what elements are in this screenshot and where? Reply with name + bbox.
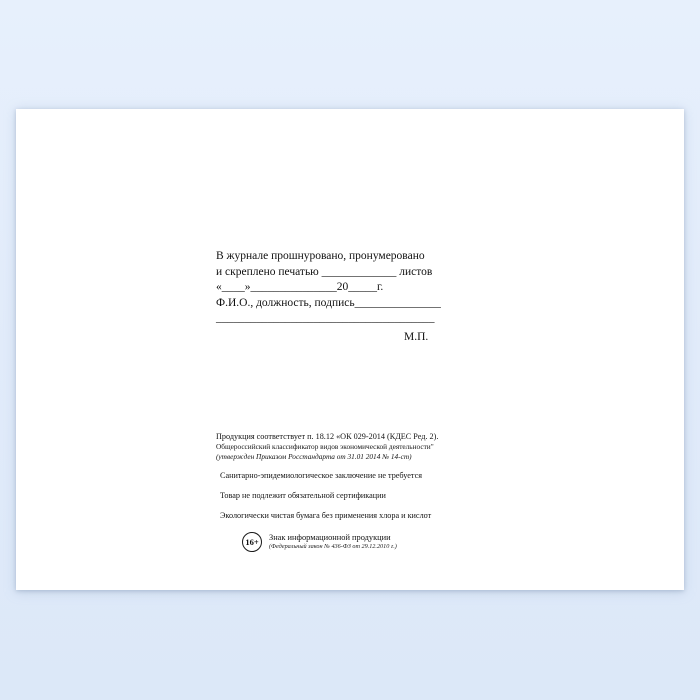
- cert-line-3: «____»_______________20_____г.: [216, 281, 384, 293]
- age-mark-row: [242, 532, 397, 552]
- certification-block: [216, 249, 476, 327]
- legal-item-ecology: Экологически чистая бумага без применения хлора и кислот: [220, 511, 432, 520]
- seal-mark: М.П.: [404, 331, 429, 343]
- cert-line-4: Ф.И.О., должность, подпись_______________: [216, 296, 441, 309]
- age-mark-subtitle: (Федеральный закон № 436-ФЗ от 29.12.2010 г.): [269, 543, 397, 551]
- conformity-line: Продукция соответствует п. 18.12 «ОК 029-2014 (КДЕС Ред. 2).: [216, 432, 439, 441]
- legal-item-certification: Товар не подлежит обязательной сертификации: [220, 491, 386, 500]
- legal-item-sanitary: Санитарно-эпидемиологическое заключение не требуется: [220, 471, 422, 480]
- document-page: [16, 109, 684, 590]
- cert-line-5: ______________________________________: [216, 312, 435, 324]
- page-content: [16, 109, 684, 590]
- classifier-line: Общероссийский классификатор видов экономической деятельности": [216, 442, 434, 451]
- cert-line-1: В журнале прошнуровано, пронумеровано: [216, 250, 425, 262]
- age-rating-icon: 16+: [242, 532, 262, 552]
- age-mark-texts: [269, 533, 397, 552]
- legal-spacer: [216, 462, 516, 470]
- approval-line: (утвержден Приказом Росстандарта от 31.01 2014 № 14-ст): [216, 452, 412, 461]
- age-mark-title: Знак информационной продукции: [269, 532, 391, 542]
- legal-block: [216, 431, 516, 521]
- cert-line-2: и скреплено печатью _____________ листов: [216, 265, 433, 278]
